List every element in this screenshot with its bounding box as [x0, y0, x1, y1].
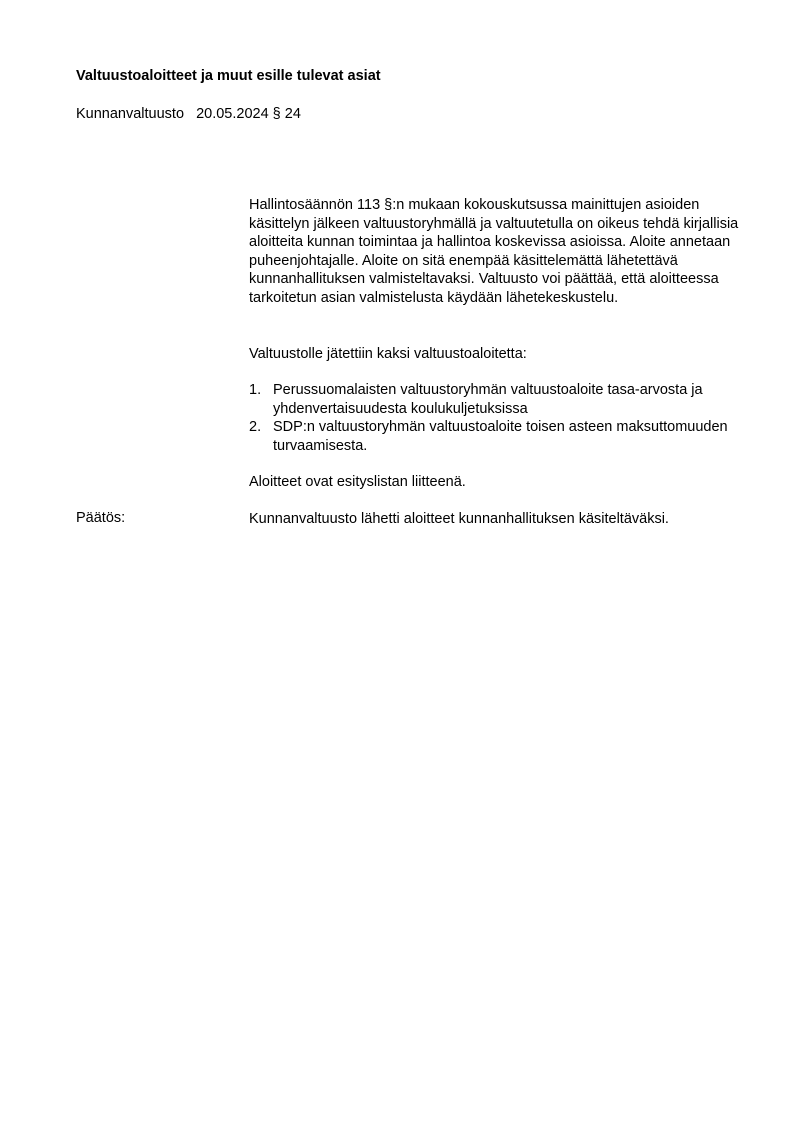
- initiative-list: [249, 381, 739, 455]
- document-title: Valtuustoaloitteet ja muut esille tulevat asiat: [76, 68, 381, 84]
- list-lead: Valtuustolle jätettiin kaksi valtuustoaloitetta:: [249, 346, 527, 362]
- list-item-text: Perussuomalaisten valtuustoryhmän valtuustoaloite tasa-arvosta ja yhdenvertaisuudesta koulukuljetuksissa: [273, 382, 703, 417]
- list-item-number: 2.: [249, 419, 262, 435]
- intro-paragraph: Hallintosäännön 113 §:n mukaan kokouskutsussa mainittujen asioiden käsittelyn jälkeen valtuustoryhmällä ja valtuutetulla on oikeus tehdä kirjallisia aloitteita kunnan toimintaa ja hallintoa koskevissa asioissa. Aloite annetaan puheenjohtajalle. Aloite on sitä enempää käsittelemättä lähetettävä kunnanhallituksen valmisteltavaksi. Valtuusto voi päättää, että aloitteessa tarkoitetun asian valmistelusta käydään lähetekeskustelu.: [249, 197, 739, 306]
- meeting-date-section: 20.05.2024 § 24: [196, 106, 301, 122]
- meeting-info: [76, 106, 309, 122]
- attachment-note: Aloitteet ovat esityslistan liitteenä.: [249, 474, 466, 490]
- decision-label: Päätös:: [76, 510, 126, 526]
- list-item-number: 1.: [249, 382, 262, 398]
- list-item-text: SDP:n valtuustoryhmän valtuustoaloite toisen asteen maksuttomuuden turvaamisesta.: [273, 419, 728, 454]
- meeting-body: Kunnanvaltuusto: [76, 106, 185, 122]
- list-item: [249, 418, 739, 455]
- decision-text: Kunnanvaltuusto lähetti aloitteet kunnanhallituksen käsiteltäväksi.: [249, 511, 669, 527]
- list-item: [249, 381, 739, 418]
